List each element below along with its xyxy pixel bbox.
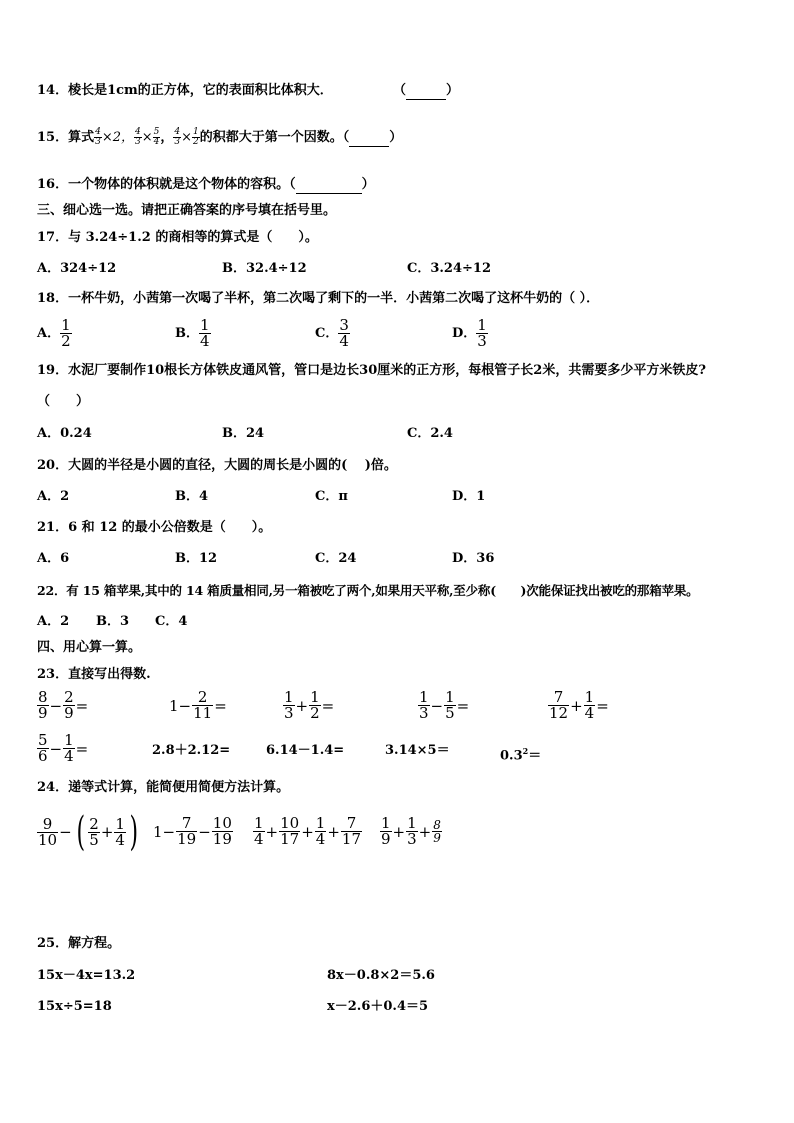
fraction: [114, 814, 126, 849]
denominator: 3: [95, 137, 101, 147]
denominator: 3: [174, 137, 181, 147]
expr-text: ×2，: [101, 130, 135, 145]
option-c[interactable]: C．π: [315, 489, 348, 504]
fraction: [134, 128, 142, 147]
fraction: [432, 819, 442, 844]
fraction: [548, 690, 569, 721]
question-18: 18．一杯牛奶，小茜第一次喝了半杯，第二次喝了剩下的一半．小茜第二次喝了这杯牛奶的（ ）．: [37, 291, 600, 306]
calc-expression-4: [380, 816, 442, 847]
numerator: 1: [200, 316, 210, 334]
answer-blank[interactable]: [296, 177, 362, 194]
denominator: 19: [212, 830, 232, 848]
question-17: 17．与 3.24÷1.2 的商相等的算式是（ ）。: [37, 230, 318, 245]
question-text: 棱长是1cm的正方体，它的表面积比体积大．: [68, 83, 333, 98]
denominator: 4: [339, 332, 349, 350]
numerator: 1: [477, 316, 487, 334]
mental-math-item: [283, 690, 335, 721]
operator: +: [295, 696, 309, 715]
numerator: 1: [315, 814, 326, 832]
numerator: 9: [37, 817, 58, 833]
question-20: 20．大圆的半径是小圆的直径，大圆的周长是小圆的( )倍。: [37, 458, 397, 473]
question-24: 24．递等式计算，能简便用简便方法计算。: [37, 780, 290, 795]
fraction: [380, 816, 392, 847]
option-label: B．: [175, 326, 199, 341]
fraction: [283, 690, 295, 721]
numerator: 1: [115, 814, 125, 833]
numerator: 2: [64, 688, 74, 706]
fraction: [309, 690, 321, 721]
calc-expression-1: [37, 809, 142, 855]
calc-expression-2: [152, 816, 233, 847]
section-heading-3: 三、细心选一选。请把正确答案的序号填在括号里。: [37, 203, 337, 218]
fraction: [584, 690, 596, 721]
equals-sign: =: [321, 696, 335, 715]
denominator: 9: [381, 830, 391, 848]
denominator: 2: [310, 704, 320, 722]
numerator: 8: [38, 688, 48, 706]
expr-text: 1−: [153, 822, 176, 841]
expr-text: 0.3: [500, 748, 523, 764]
operator: +: [327, 822, 340, 841]
denominator: 17: [341, 830, 362, 848]
numerator: 5: [38, 731, 48, 749]
equation-2: 8x－0.8×2＝5.6: [327, 968, 435, 983]
numerator: 8: [433, 818, 441, 832]
option-d[interactable]: [452, 318, 488, 349]
question-text: 算式: [68, 130, 95, 145]
option-label: C．: [315, 326, 339, 341]
option-label: A．: [37, 326, 61, 341]
option-a[interactable]: A．0.24: [37, 426, 92, 441]
answer-blank[interactable]: [406, 83, 446, 100]
denominator: 3: [477, 332, 487, 350]
paren-right: ）: [389, 130, 403, 145]
expr-text: ×: [141, 130, 153, 145]
numerator: 1: [61, 316, 71, 334]
mental-math-item: [548, 690, 610, 721]
fraction: [279, 816, 300, 847]
denominator: 4: [200, 332, 210, 350]
operator: −: [198, 822, 211, 841]
numerator: 1: [193, 127, 199, 137]
fraction: [37, 814, 58, 849]
mental-math-item: [418, 690, 470, 721]
denominator: 4: [315, 830, 326, 848]
denominator: 3: [407, 830, 417, 848]
answer-paren-14: [393, 83, 459, 100]
equals-sign: =: [596, 696, 609, 715]
denominator: 6: [38, 747, 48, 765]
option-a[interactable]: A．2: [37, 489, 70, 504]
option-c[interactable]: C．2.4: [407, 426, 453, 441]
numerator: 7: [548, 690, 569, 706]
denominator: 5: [89, 830, 99, 849]
fraction: [418, 690, 430, 721]
mental-math-item: [168, 690, 228, 721]
fraction: [60, 318, 72, 349]
numerator: 4: [135, 127, 141, 137]
fraction: [37, 733, 49, 764]
equals-sign: ＝: [528, 748, 542, 764]
mental-math-item: [37, 733, 89, 764]
mental-math-item: [500, 743, 541, 764]
option-a[interactable]: A．324÷12: [37, 261, 117, 276]
numerator: 1: [381, 814, 391, 832]
mental-math-item: [37, 690, 89, 721]
option-a[interactable]: A．2: [37, 614, 70, 629]
numerator: 7: [176, 816, 197, 832]
question-14: [37, 83, 333, 99]
fraction: [476, 318, 488, 349]
question-number: 15．: [37, 130, 69, 145]
denominator: 3: [284, 704, 294, 722]
numerator: 1: [584, 688, 595, 706]
question-16: [37, 177, 375, 194]
option-c[interactable]: C．24: [315, 551, 357, 566]
fraction: [192, 128, 200, 147]
denominator: 12: [549, 704, 569, 722]
paren-right: ）: [446, 83, 460, 98]
equals-sign: =: [214, 696, 227, 715]
option-b[interactable]: B．32.4÷12: [222, 261, 307, 276]
numerator: 1: [254, 814, 264, 832]
denominator: 10: [38, 830, 58, 849]
question-text: 的积都大于第一个因数。（: [199, 130, 350, 145]
denominator: 4: [115, 830, 125, 849]
numerator: 3: [339, 316, 349, 334]
option-c[interactable]: C．4: [155, 614, 188, 629]
operator: −: [430, 696, 444, 715]
question-19: 19．水泥厂要制作10根长方体铁皮通风管，管口是边长30厘米的正方形，每根管子长2米，共需要多少平方米铁皮?: [37, 363, 706, 378]
equals-sign: =: [75, 696, 89, 715]
operator: +: [418, 822, 432, 841]
calc-expression-3: [253, 816, 362, 847]
option-label: D．: [452, 326, 477, 341]
numerator: 10: [212, 814, 232, 832]
numerator: 4: [174, 127, 181, 137]
fraction: [192, 690, 213, 721]
numerator: 1: [64, 731, 74, 749]
denominator: 4: [153, 137, 160, 147]
denominator: 5: [445, 704, 455, 722]
section-heading-4: 四、用心算一算。: [37, 640, 142, 655]
denominator: 4: [584, 704, 595, 722]
option-b[interactable]: B．24: [222, 426, 265, 441]
option-b[interactable]: [175, 318, 211, 349]
expr-text: ×: [181, 130, 193, 145]
fraction: [63, 733, 75, 764]
fraction: [315, 816, 327, 847]
question-23: 23．直接写出得数.: [37, 667, 151, 682]
numerator: 2: [89, 814, 99, 833]
fraction: [341, 816, 362, 847]
option-b[interactable]: B．3: [96, 614, 130, 629]
operator: −: [49, 739, 63, 758]
fraction: [173, 128, 181, 147]
mental-math-item: 6.14－1.4=: [266, 743, 345, 758]
paren-left: （: [393, 83, 407, 98]
numerator: 5: [153, 127, 160, 137]
denominator: 2: [61, 332, 71, 350]
question-number: 14．: [37, 83, 69, 98]
fraction: [37, 690, 49, 721]
equation-4: x－2.6＋0.4＝5: [327, 999, 429, 1014]
option-a[interactable]: A．6: [37, 551, 70, 566]
fraction: [94, 128, 102, 147]
denominator: 4: [64, 747, 74, 765]
equals-sign: =: [75, 739, 89, 758]
question-22: 22．有 15 箱苹果,其中的 14 箱质量相同,另一箱被吃了两个,如果用天平称,至少称( )次能保证找出被吃的那箱苹果。: [37, 583, 699, 598]
paren-left: (: [76, 809, 85, 855]
mental-math-item: 3.14×5＝: [385, 743, 450, 758]
question-number: 16．: [37, 177, 69, 192]
option-c[interactable]: C．3.24÷12: [407, 261, 491, 276]
operator: +: [265, 822, 279, 841]
denominator: 9: [64, 704, 74, 722]
option-c[interactable]: [315, 318, 350, 349]
answer-blank[interactable]: [349, 130, 389, 147]
option-a[interactable]: [37, 318, 72, 349]
exponent: 2: [522, 746, 529, 756]
operator: +: [570, 696, 583, 715]
option-d[interactable]: D．36: [452, 551, 495, 566]
fraction: [176, 816, 197, 847]
numerator: 2: [192, 690, 213, 706]
operator: −: [49, 696, 63, 715]
denominator: 3: [135, 137, 141, 147]
equals-sign: =: [456, 696, 470, 715]
numerator: 10: [280, 814, 300, 832]
fraction: [212, 816, 233, 847]
denominator: 19: [177, 830, 197, 848]
equation-3: 15x÷5=18: [37, 999, 112, 1014]
expr-text: ，: [160, 130, 174, 145]
denominator: 4: [254, 830, 264, 848]
question-15: [37, 128, 402, 147]
numerator: 1: [284, 688, 294, 706]
operator: −: [59, 823, 72, 841]
question-text: 一个物体的体积就是这个物体的容积。（: [68, 177, 296, 192]
answer-paren-19[interactable]: （ ）: [37, 394, 90, 409]
numerator: 7: [341, 816, 362, 832]
fraction: [88, 814, 100, 849]
fraction: [199, 318, 211, 349]
fraction: [338, 318, 350, 349]
numerator: 1: [310, 688, 320, 706]
numerator: 1: [419, 688, 429, 706]
numerator: 1: [407, 814, 417, 832]
numerator: 4: [95, 127, 101, 137]
paren-right: ): [129, 809, 139, 855]
question-25: 25．解方程。: [37, 936, 121, 951]
numerator: 1: [445, 688, 455, 706]
option-d[interactable]: D．1: [452, 489, 486, 504]
equation-1: 15x－4x=13.2: [37, 968, 136, 983]
mental-math-item: 2.8＋2.12=: [152, 743, 231, 758]
denominator: 17: [280, 830, 300, 848]
fraction: [406, 816, 418, 847]
paren-right: ）: [361, 177, 375, 192]
expr-text: 1−: [169, 696, 192, 715]
fraction: [63, 690, 75, 721]
option-b[interactable]: B．4: [175, 489, 209, 504]
question-21: 21．6 和 12 的最小公倍数是（ ）。: [37, 520, 272, 535]
denominator: 11: [193, 704, 213, 722]
fraction: [253, 816, 265, 847]
option-b[interactable]: B．12: [175, 551, 218, 566]
fraction: [444, 690, 456, 721]
operator: +: [392, 822, 406, 841]
denominator: 9: [433, 831, 441, 845]
operator: +: [301, 822, 314, 841]
denominator: 9: [38, 704, 48, 722]
operator: +: [100, 823, 114, 841]
denominator: 3: [419, 704, 429, 722]
denominator: 2: [193, 137, 199, 147]
